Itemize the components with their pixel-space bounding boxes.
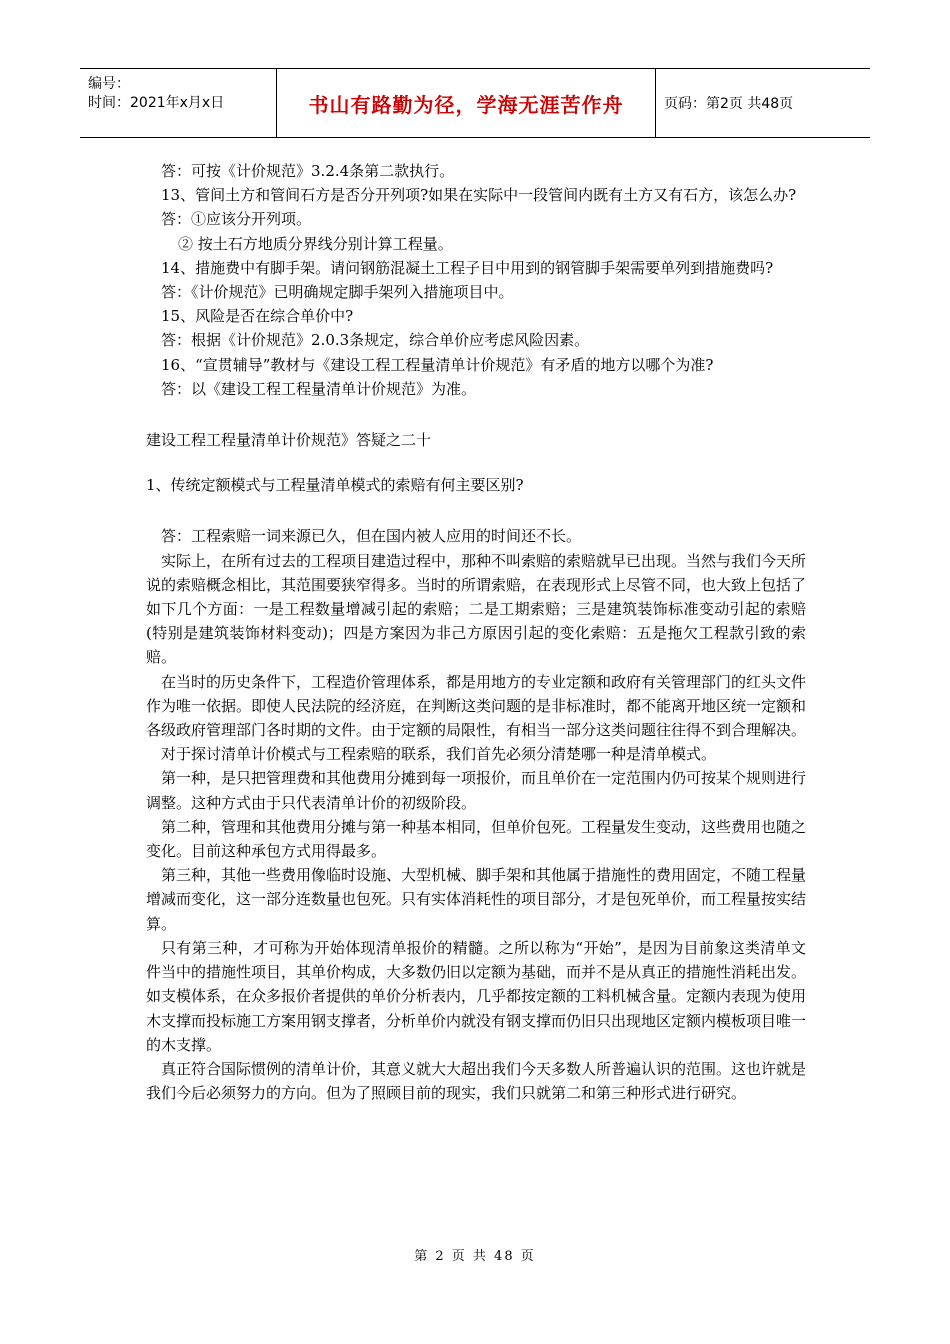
motto-text: 书山有路勤为径，学海无涯苦作舟 [308, 92, 624, 117]
page-header [80, 68, 870, 138]
question-14: 14、措施费中有脚手架。请问钢筋混凝土工程子目中用到的钢管脚手架需要单列到措施费吗? [161, 258, 774, 277]
header-motto-cell [277, 69, 656, 137]
paragraph: 答：工程索赔一词来源已久，但在国内被人应用的时间还不长。 [161, 527, 582, 546]
paragraph: 对于探讨清单计价模式与工程索赔的联系，我们首先必须分清楚哪一种是清单模式。 [161, 745, 717, 764]
page-footer: 第 2 页 共 48 页 [414, 1249, 536, 1264]
paragraph: 第一种，是只把管理费和其他费用分摊到每一项报价，而且单价在一定范围内仍可按某个规则进行调整。这种方式由于只代表清单计价的初级阶段。 [146, 769, 807, 812]
time-label: 时间：2021年x月x日 [88, 95, 225, 111]
paragraph: 答：《计价规范》已明确规定脚手架列入措施项目中。 [161, 283, 514, 302]
paragraph: 答：①应该分开列项。 [161, 210, 312, 229]
paragraph: 真正符合国际惯例的清单计价，其意义就大大超出我们今天多数人所普遍认识的范围。这也许就是我们今后必须努力的方向。但为了照顾目前的现实，我们只就第二和第三种形式进行研究。 [146, 1059, 807, 1103]
question-13: 13、管间土方和管间石方是否分开列项?如果在实际中一段管间内既有土方又有石方，该怎么办? [161, 186, 797, 205]
header-meta [80, 69, 277, 137]
paragraph: 第三种，其他一些费用像临时设施、大型机械、脚手架和其他属于措施性的费用固定，不随工程量增减而变化，这一部分连数量也包死。只有实体消耗性的项目部分，才是包死单价，而工程量按实结算。 [146, 866, 807, 933]
paragraph: 在当时的历史条件下，工程造价管理体系，都是用地方的专业定额和政府有关管理部门的红头文件作为唯一依据。即使人民法院的经济庭，在判断这类问题的是非标准时，都不能离开地区统一定额和各级政府管理部门各时期的文件。由于定额的局限性，有相当一部分这类问题往往得不到合理解决。 [146, 672, 807, 740]
document-body [146, 159, 806, 1105]
question-16: 16、“宣贯辅导”教材与《建设工程工程量清单计价规范》有矛盾的地方以哪个为准? [161, 355, 714, 374]
paragraph: 实际上，在所有过去的工程项目建造过程中，那种不叫索赔的索赔就早已出现。当然与我们今天所说的索赔概念相比，其范围要狭窄得多。当时的所谓索赔，在表现形式上尽管不同，也大致上包括了如下几个方面：一是工程数量增减引起的索赔；二是工期索赔；三是建筑装饰标准变动引起的索赔(特别是建筑装饰材料变动)；四是方案因为非己方原因引起的变化索赔：五是拖欠工程款引致的索赔。 [146, 551, 807, 667]
header-page-info: 页码：第2页 共48页 [664, 96, 794, 112]
paragraph: 只有第三种，才可称为开始体现清单报价的精髓。之所以称为“开始”，是因为目前象这类清单文件当中的措施性项目，其单价构成，大多数仍旧以定额为基础，而并不是从真正的措施性消耗出发。如支模体系，在众多报价者提供的单价分析表内，几乎都按定额的工料机械含量。定额内表现为使用木支撑而投标施工方案用钢支撑者，分析单价内就没有钢支撑而仍旧只出现地区定额内模板项目唯一的木支撑。 [146, 938, 807, 1054]
code-label: 编号： [88, 76, 130, 92]
paragraph: ② 按土石方地质分界线分别计算工程量。 [178, 234, 453, 253]
question-15: 15、风险是否在综合单价中? [161, 307, 354, 326]
paragraph: 第二种，管理和其他费用分摊与第一种基本相同，但单价包死。工程量发生变动，这些费用也随之变化。目前这种承包方式用得最多。 [146, 817, 807, 861]
section-title: 建设工程工程量清单计价规范》答疑之二十 [146, 431, 432, 450]
paragraph: 答：可按《计价规范》3.2.4条第二款执行。 [161, 162, 455, 180]
paragraph: 答：根据《计价规范》2.0.3条规定，综合单价应考虑风险因素。 [161, 331, 590, 350]
question-1: 1、传统定额模式与工程量清单模式的索赔有何主要区别? [146, 476, 524, 495]
paragraph: 答：以《建设工程工程量清单计价规范》为准。 [161, 379, 477, 398]
